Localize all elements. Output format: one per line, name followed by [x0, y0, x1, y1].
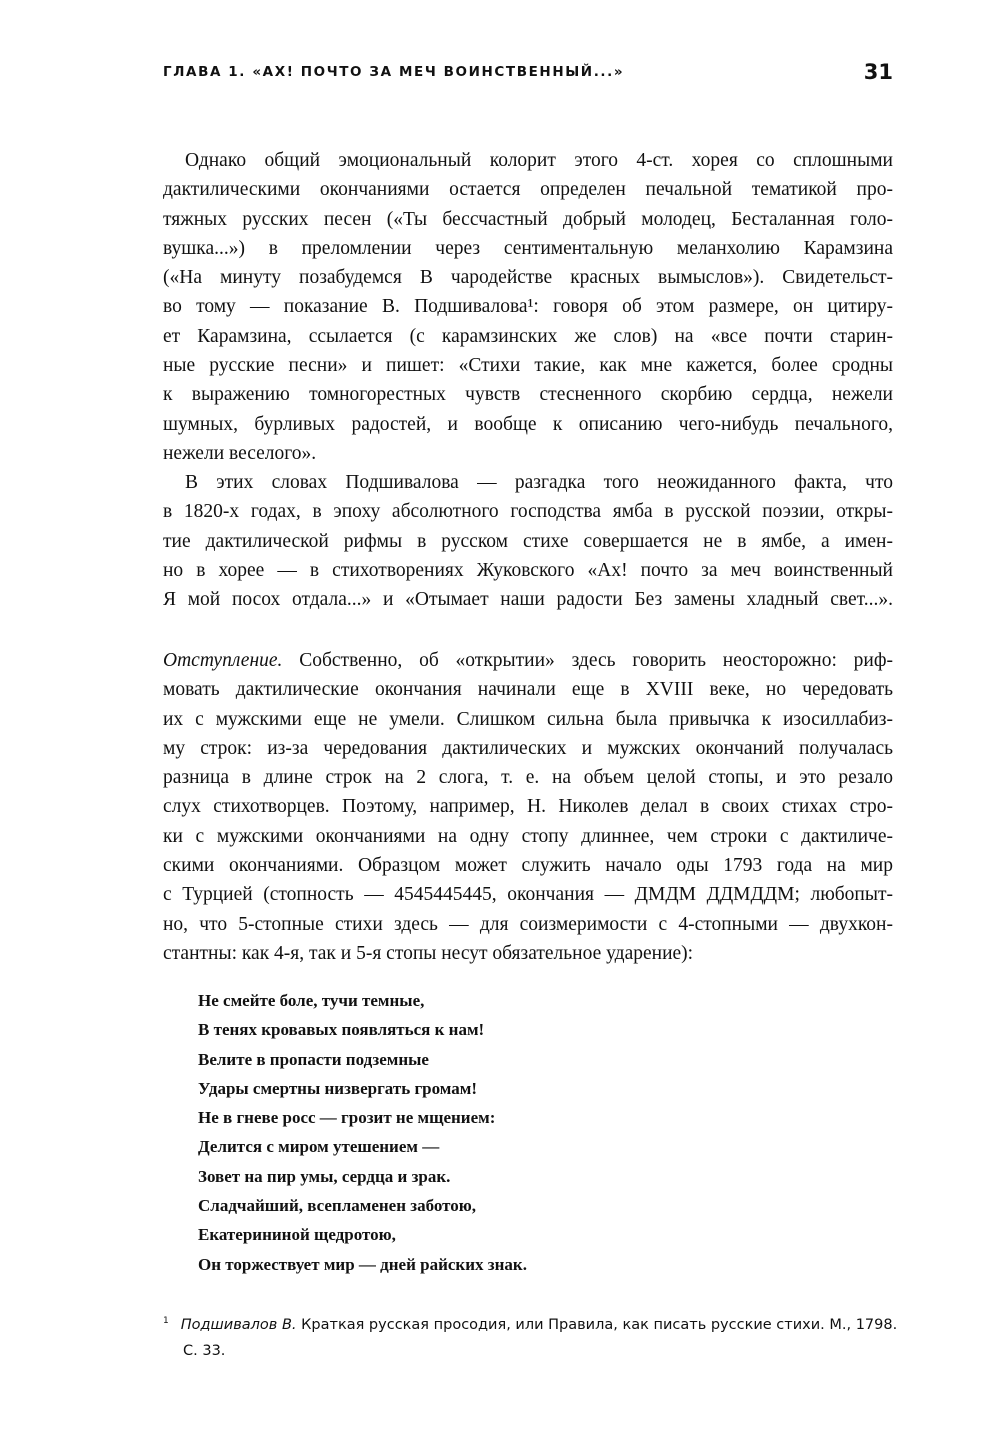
line-text: ные русские песни» и пишет: «Стихи такие, как мне кажется, более сродны — [163, 355, 893, 377]
text-line — [163, 705, 893, 734]
footnote-marker: 1 — [163, 1316, 169, 1326]
text-line — [163, 585, 893, 614]
text-line — [163, 263, 893, 292]
line-text: Зовет на пир умы, сердца и зрак. — [198, 1166, 451, 1186]
text-line — [163, 439, 893, 468]
line-text: Он торжествует мир — дней райских знак. — [198, 1254, 527, 1274]
text-line — [163, 880, 893, 909]
text-line — [163, 939, 893, 968]
line-text: слух стихотворцев. Поэтому, например, Н. Николев делал в своих стихах стро- — [163, 796, 893, 818]
page-number: 31 — [863, 60, 893, 84]
running-title: ГЛАВА 1. «АХ! ПОЧТО ЗА МЕЧ ВОИНСТВЕННЫЙ...» — [163, 64, 625, 80]
text-line — [163, 410, 893, 439]
footnote-text: Краткая русская просодия, или Правила, как писать русские стихи. М., 1798. — [296, 1316, 898, 1333]
footnote-continuation: С. 33. — [183, 1342, 226, 1359]
line-text: Я мой посох отдала...» и «Отымает наши радости Без замены хладный свет...». — [163, 589, 893, 611]
text-line — [198, 1015, 527, 1044]
line-text: Удары смертны низвергать громам! — [198, 1078, 478, 1098]
line-text: в 1820-х годах, в эпоху абсолютного господства ямба в русской поэзии, откры- — [163, 501, 893, 523]
text-line — [198, 1103, 527, 1132]
text-line — [163, 792, 893, 821]
text-line — [163, 205, 893, 234]
paragraph-1 — [163, 146, 893, 468]
text-line — [163, 763, 893, 792]
line-text: Собственно, об «открытии» здесь говорить неосторожно: риф- — [282, 650, 893, 671]
text-line — [163, 675, 893, 704]
line-text: ет Карамзина, ссылается (с карамзинских же слов) на «все почти старин- — [163, 325, 893, 347]
footnote — [163, 1308, 903, 1364]
text-line — [163, 822, 893, 851]
line-text: но в хорее — в стихотворениях Жуковского «Ах! почто за меч воинственный — [163, 559, 893, 581]
line-text: Не в гневе росс — грозит не мщением: — [198, 1108, 496, 1128]
text-line — [163, 322, 893, 351]
text-line — [198, 1250, 527, 1279]
line-text: нежели веселого». — [163, 442, 317, 464]
text-line — [163, 351, 893, 380]
line-text: дактилическими окончаниями остается определен печальной тематикой про- — [163, 179, 893, 201]
text-line — [163, 851, 893, 880]
text-line — [163, 468, 893, 497]
line-text: но, что 5-стопные стихи здесь — для соизмеримости с 4-стопными — двухкон- — [163, 913, 893, 935]
text-line — [163, 646, 893, 675]
line-text: ки с мужскими окончаниями на одну стопу длиннее, чем строки с дактиличе- — [163, 825, 893, 847]
text-line — [198, 1132, 527, 1161]
digression-paragraph — [163, 646, 893, 968]
text-line — [163, 292, 893, 321]
line-text: скими окончаниями. Образцом может служить начало оды 1793 года на мир — [163, 855, 893, 877]
text-line — [198, 1191, 527, 1220]
line-text: стантны: как 4-я, так и 5-я стопы несут обязательное ударение): — [163, 942, 694, 964]
page-header — [163, 60, 893, 86]
text-line — [198, 986, 527, 1015]
text-line — [163, 146, 893, 175]
line-text: их с мужскими еще не умели. Слишком сильна была привычка к изосиллабиз- — [163, 708, 893, 730]
line-text: Екатерининой щедротою, — [198, 1225, 396, 1245]
text-line — [163, 556, 893, 585]
line-text: мовать дактилические окончания начинали еще в XVIII веке, но чередовать — [163, 679, 893, 701]
line-text: вушка...») в преломлении через сентиментальную меланхолию Карамзина — [163, 237, 893, 259]
line-text: В этих словах Подшивалова — разгадка того неожиданного факта, что — [185, 472, 893, 493]
paragraph-2 — [163, 468, 893, 614]
line-text: Делится с миром утешением — — [198, 1137, 440, 1157]
line-text: шумных, бурливых радостей, и вообще к описанию чего-нибудь печального, — [163, 413, 893, 435]
text-line — [163, 234, 893, 263]
line-text: Не смейте боле, тучи темные, — [198, 991, 425, 1010]
text-line — [198, 1045, 527, 1074]
line-text: Однако общий эмоциональный колорит этого 4-ст. хорея со сплошными — [185, 150, 893, 171]
line-text: Велите в пропасти подземные — [198, 1049, 429, 1069]
text-line — [198, 1162, 527, 1191]
line-text: разница в длине строк на 2 слога, т. е. на объем целой стопы, и это резало — [163, 767, 893, 789]
text-line — [163, 175, 893, 204]
text-line — [163, 497, 893, 526]
line-text: («На минуту позабудемся В чародействе красных вымыслов»). Свидетельст- — [163, 267, 893, 289]
text-line — [163, 380, 893, 409]
digression-label: Отступление. — [163, 650, 283, 671]
text-line — [163, 910, 893, 939]
text-line — [163, 734, 893, 763]
line-text: во тому — показание В. Подшивалова¹: говоря об этом размере, он цитиру- — [163, 296, 893, 318]
line-text: му строк: из-за чередования дактилических и мужских окончаний получалась — [163, 737, 893, 759]
line-text: с Турцией (стопность — 4545445445, окончания — ДМДМ ДДМДДМ; любопыт- — [163, 884, 893, 906]
line-text: тие дактилической рифмы в русском стихе совершается не в ямбе, а имен- — [163, 530, 893, 552]
text-line — [198, 1220, 527, 1249]
footnote-author: Подшивалов В. — [180, 1316, 297, 1333]
text-line — [198, 1074, 527, 1103]
poem-quote — [198, 986, 527, 1279]
text-line — [163, 527, 893, 556]
line-text: В тенях кровавых появляться к нам! — [198, 1020, 485, 1040]
line-text: тяжных русских песен («Ты бессчастный добрый молодец, Бесталанная голо- — [163, 208, 893, 230]
line-text: Сладчайший, всепламенен заботою, — [198, 1196, 477, 1216]
line-text: к выражению томногорестных чувств стесненного скорбию сердца, нежели — [163, 384, 893, 406]
